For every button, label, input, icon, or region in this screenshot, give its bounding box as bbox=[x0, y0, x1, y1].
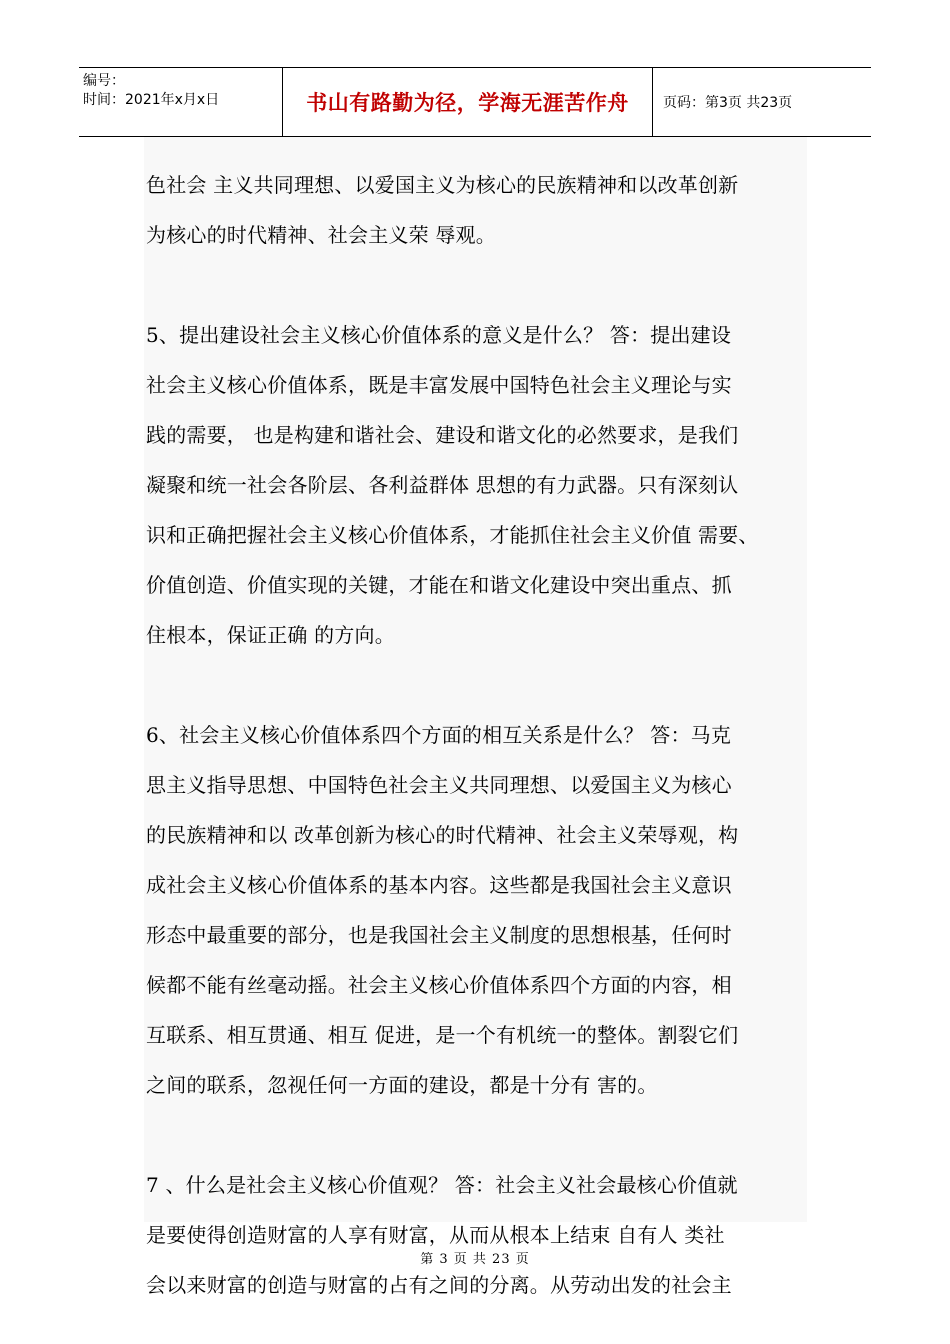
text-line: 凝聚和统一社会各阶层、各利益群体 思想的有力武器。只有深刻认 bbox=[146, 473, 739, 497]
text-line: 6、社会主义核心价值体系四个方面的相互关系是什么？ 答：马克 bbox=[146, 723, 732, 747]
header-page-cell bbox=[653, 68, 871, 136]
document-body bbox=[146, 160, 816, 1310]
text-line: 是要使得创造财富的人享有财富，从而从根本上结束 自有人 类社 bbox=[146, 1223, 725, 1247]
document-header bbox=[79, 67, 871, 137]
page-label: 页码：第3页 共23页 bbox=[663, 95, 793, 111]
text-line: 住根本，保证正确 的方向。 bbox=[146, 623, 395, 647]
text-line: 之间的联系，忽视任何一方面的建设，都是十分有 害的。 bbox=[146, 1073, 658, 1097]
paragraph-question-7 bbox=[146, 1160, 816, 1310]
text-line: 识和正确把握社会主义核心价值体系，才能抓住社会主义价值 需要、 bbox=[146, 523, 759, 547]
header-motto-cell bbox=[283, 68, 653, 136]
text-line: 形态中最重要的部分，也是我国社会主义制度的思想根基，任何时 bbox=[146, 923, 732, 947]
text-line: 5、提出建设社会主义核心价值体系的意义是什么？ 答：提出建设 bbox=[146, 323, 732, 347]
code-label: 编号： bbox=[83, 73, 125, 89]
text-line: 色社会 主义共同理想、以爱国主义为核心的民族精神和以改革创新 bbox=[146, 173, 739, 197]
text-line: 价值创造、价值实现的关键，才能在和谐文化建设中突出重点、抓 bbox=[146, 573, 732, 597]
text-line: 互联系、相互贯通、相互 促进，是一个有机统一的整体。割裂它们 bbox=[146, 1023, 739, 1047]
paragraph-question-5 bbox=[146, 310, 816, 660]
motto-text: 书山有路勤为径，学海无涯苦作舟 bbox=[306, 91, 629, 115]
header-info-cell bbox=[79, 68, 283, 136]
text-line: 候都不能有丝毫动摇。社会主义核心价值体系四个方面的内容，相 bbox=[146, 973, 732, 997]
text-line: 的民族精神和以 改革创新为核心的时代精神、社会主义荣辱观，构 bbox=[146, 823, 739, 847]
time-label: 时间：2021年x月x日 bbox=[83, 92, 220, 108]
text-line: 会以来财富的创造与财富的占有之间的分离。从劳动出发的社会主 bbox=[146, 1273, 732, 1297]
paragraph-question-6 bbox=[146, 710, 816, 1110]
text-line: 为核心的时代精神、社会主义荣 辱观。 bbox=[146, 223, 496, 247]
text-line: 思主义指导思想、中国特色社会主义共同理想、以爱国主义为核心 bbox=[146, 773, 732, 797]
paragraph-1 bbox=[146, 160, 816, 260]
text-line: 7 、什么是社会主义核心价值观？ 答：社会主义社会最核心价值就 bbox=[146, 1173, 738, 1197]
text-line: 社会主义核心价值体系，既是丰富发展中国特色社会主义理论与实 bbox=[146, 373, 732, 397]
page-footer: 第 3 页 共 23 页 bbox=[420, 1252, 530, 1267]
text-line: 践的需要， 也是构建和谐社会、建设和谐文化的必然要求，是我们 bbox=[146, 423, 739, 447]
text-line: 成社会主义核心价值体系的基本内容。这些都是我国社会主义意识 bbox=[146, 873, 732, 897]
